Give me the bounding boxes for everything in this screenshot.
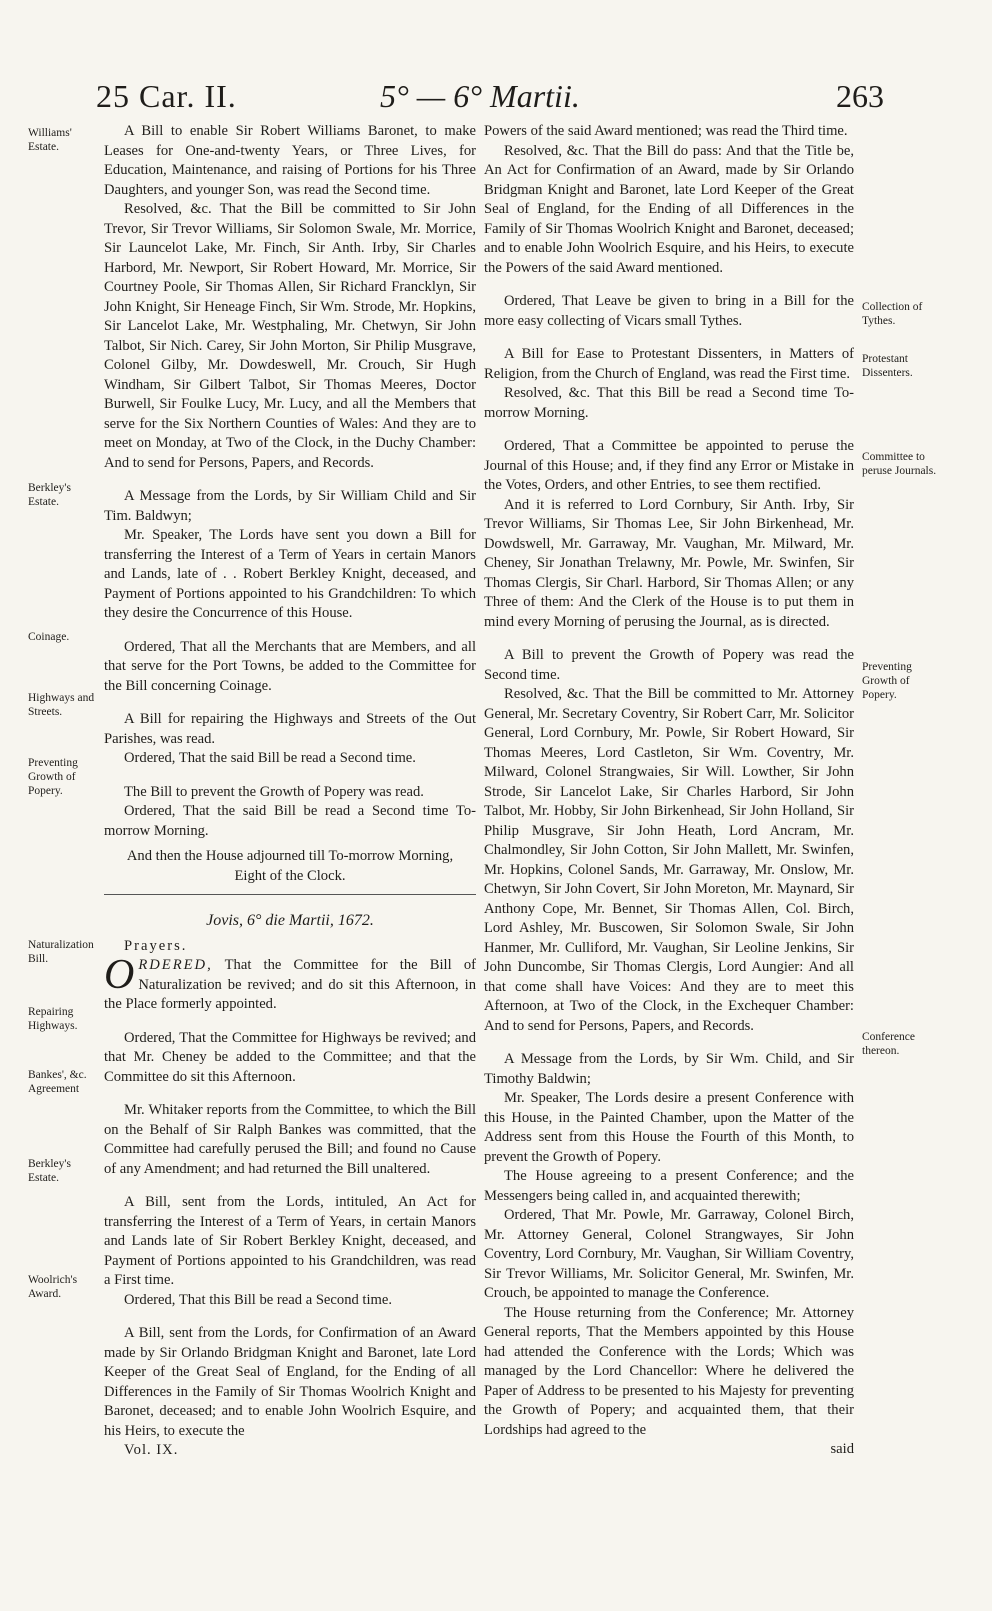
ordered-caps: RDERED, (138, 957, 213, 973)
margin-note: Protestant Dissenters. (862, 353, 913, 379)
margin-note: Conference thereon. (862, 1031, 915, 1057)
paragraph (104, 952, 476, 1015)
paragraph: A Bill, sent from the Lords, intituled, An Act for transferring the Interest of a Term of Years, in certain Manors and Lands late of Sir Robert Berkley Knight, deceased, and Payment of Portions appointed to his Grandchildren, was read a First time. (104, 1194, 476, 1288)
section-divider (104, 894, 476, 895)
margin-note: Naturalization Bill. (28, 939, 94, 965)
paragraph: A Bill, sent from the Lords, for Confirmation of an Award made by Sir Orlando Bridgman Knight and Baronet, late Lord Keeper of the Great Seal of England, for the Ending of all Differences in the Family of Sir Thomas Woolrich Knight and Baronet, deceased; and to enable John Woolrich Esquire, and his Heirs, to execute the (104, 1325, 476, 1439)
sitting-date: Jovis, 6° die Martii, 1672. (206, 912, 374, 929)
margin-note: Committee to peruse Journals. (862, 451, 937, 477)
prayers-heading: Prayers. (124, 937, 188, 954)
date-heading: 5° — 6° Martii. (380, 78, 580, 114)
paragraph-text: That the Committee for the Bill of Naturalization be revived; and do sit this Afternoon, in the Place formerly appointed. (104, 957, 476, 1012)
paragraph: Mr. Whitaker reports from the Committee, to which the Bill on the Behalf of Sir Ralph Bankes was committed, that the Committee had carefully perused the Bill; and found no Cause of any Amendment; and had returned the Bill unaltered. (104, 1102, 476, 1177)
margin-note: Williams' Estate. (28, 127, 72, 153)
right-column (484, 122, 854, 1460)
paragraph: Ordered, That Mr. Powle, Mr. Garraway, Colonel Birch, Mr. Attorney General, Colonel Strangwayes, Sir John Coventry, Lord Cornbury, Mr. Vaughan, Sir William Coventry, Sir Trevor Williams, Mr. Solicitor General, Mr. Swinfen, Mr. Crouch, be appointed to manage the Conference. (484, 1207, 854, 1301)
paragraph: Ordered, That the said Bill be read a Second time. (124, 750, 416, 766)
volume-mark: Vol. IX. (124, 1442, 179, 1458)
paragraph: Mr. Speaker, The Lords desire a present Conference with this House, in the Painted Chamber, upon the Matter of the Address sent from this House the Fourth of this Month, to prevent the Growth of Popery. (484, 1090, 854, 1165)
margin-note: Coinage. (28, 631, 70, 643)
paragraph: A Bill for Ease to Protestant Dissenters, in Matters of Religion, from the Church of England, was read the First time. (484, 346, 854, 382)
margin-note: Berkley's Estate. (28, 1158, 71, 1184)
paragraph: Resolved, &c. That the Bill do pass: And that the Title be, An Act for Confirmation of an Award, made by Sir Orlando Bridgman Knight and Baronet, late Lord Keeper of the Great Seal of England, for the Ending of all Differences in the Family of Sir Thomas Woolrich Knight and Baronet, deceased; and to enable John Woolrich Esquire, and his Heirs, to execute the Powers of the said Award mentioned. (484, 142, 854, 276)
paragraph: The House agreeing to a present Conference; and the Messengers being called in, and acquainted therewith; (484, 1168, 854, 1204)
paragraph: Ordered, That the Committee for Highways be revived; and that Mr. Cheney be added to the Committee; and that the Committee do sit this Afternoon. (104, 1029, 476, 1085)
paragraph: A Message from the Lords, by Sir Wm. Child, and Sir Timothy Baldwin; (484, 1051, 854, 1087)
margin-note: Preventing Growth of Popery. (28, 757, 78, 797)
left-column (104, 122, 476, 1461)
margin-note: Highways and Streets. (28, 692, 95, 718)
regnal-year: 25 Car. II. (96, 78, 237, 114)
paragraph: Mr. Speaker, The Lords have sent you down a Bill for transferring the Interest of a Term of Years in certain Manors and Lands, late of . . Robert Berkley Knight, deceased, and Payment of Portions appointed to his Grandchildren: To which they desire the Concurrence of this House. (104, 527, 476, 621)
adjournment: And then the House adjourned till To-morrow Morning, Eight of the Clock. (126, 848, 454, 884)
paragraph: The Bill to prevent the Growth of Popery was read. (124, 783, 424, 800)
paragraph: Resolved, &c. That this Bill be read a Second time To-morrow Morning. (484, 385, 854, 421)
paragraph: Resolved, &c. That the Bill be committed to Sir John Trevor, Sir Trevor Williams, Sir Solomon Swale, Mr. Morrice, Sir Launcelot Lake, Mr. Finch, Sir Anth. Irby, Sir Charles Harbord, Mr. Newport, Sir Robert Howard, Mr. Morrice, Sir Courtney Poole, Sir Thomas Allen, Sir Richard Francklyn, Sir John Knight, Sir Heneage Finch, Sir Wm. Strode, Mr. Hopkins, Sir Lancelot Lake, Mr. Westphaling, Mr. Chetwyn, Sir John Talbot, Sir Nich. Carey, Sir John Morton, Sir Philip Musgrave, Colonel Gilby, Mr. Dowdeswell, Mr. Crouch, Sir Hugh Windham, Sir Gilbert Talbot, Sir Thomas Meeres, Doctor Burwell, Sir Foulke Lucy, Mr. Lucy, and all the Members that serve for the Six Northern Counties of Wales: And they are to meet on Monday, at Two of the Clock, in the Duchy Chamber: And to send for Persons, Papers, and Records. (104, 201, 476, 471)
margin-note: Repairing Highways. (28, 1006, 78, 1032)
margin-note: Collection of Tythes. (862, 301, 923, 327)
margin-note: Bankes', &c. Agreement (28, 1069, 87, 1095)
paragraph: The House returning from the Conference; Mr. Attorney General reports, That the Members appointed by this House had attended the Conference with the Lords; Which was managed by the Lord Chancellor: Where he delivered the Paper of Address to be presented to his Majesty for preventing the Growth of Popery; and acquainted them, that their Lordships had agreed to the (484, 1304, 854, 1438)
margin-note: Berkley's Estate. (28, 482, 71, 508)
paragraph: Ordered, That a Committee be appointed to peruse the Journal of this House; and, if they find any Error or Mistake in the Votes, Orders, and other Entries, to see them rectified. (484, 438, 854, 493)
paragraph: Ordered, That all the Merchants that are Members, and all that serve for the Port Towns, be added to the Committee for the Bill concerning Coinage. (104, 638, 476, 694)
paragraph: Powers of the said Award mentioned; was read the Third time. (484, 123, 848, 139)
paragraph: Ordered, That Leave be given to bring in a Bill for the more easy collecting of Vicars small Tythes. (484, 293, 854, 329)
margin-note: Preventing Growth of Popery. (862, 661, 912, 701)
catchword: said (830, 1441, 854, 1457)
margin-note: Woolrich's Award. (28, 1274, 78, 1300)
paragraph: Ordered, That the said Bill be read a Second time To-morrow Morning. (104, 803, 476, 839)
page-header (0, 78, 992, 118)
paragraph: Resolved, &c. That the Bill be committed to Mr. Attorney General, Mr. Secretary Coventry, Sir Robert Carr, Mr. Solicitor General, Lord Cornbury, Mr. Powle, Sir Robert Howard, Sir Thomas Meeres, Lord Castleton, Sir Wm. Coventry, Mr. Milward, Colonel Strangwaies, Sir Will. Lowther, Sir John Strode, Sir Lancelot Lake, Sir Charles Harbord, Sir John Talbot, Mr. Hobby, Sir John Birkenhead, Sir John Holland, Sir Philip Musgrave, Sir John Heath, Lord Ancram, Mr. Chalmondley, Sir John Cotton, Sir John Mallett, Mr. Swinfen, Mr. Hopkins, Colonel Sands, Mr. Garraway, Mr. Onslow, Mr. Chetwyn, Sir John Covert, Sir John Moreton, Mr. Maynard, Sir Anthony Cope, Mr. Bennet, Sir Thomas Allen, Col. Birch, Lord Ashley, Mr. Buscowen, Sir Solomon Swale, Sir John Hanmer, Mr. Culliford, Mr. Vaughan, Sir Leoline Jenkins, Sir John Duncombe, Sir Thomas Clergis, Lord Aungier: And all that come shall have Voices: And they are to meet this Afternoon, at Two of the Clock, in the Exchequer Chamber: And to send for Persons, Papers, and Records. (484, 686, 854, 1034)
paragraph: Ordered, That this Bill be read a Second time. (124, 1291, 393, 1308)
paragraph: A Message from the Lords, by Sir William Child and Sir Tim. Baldwyn; (104, 488, 476, 524)
page-number: 263 (836, 78, 884, 114)
paragraph: And it is referred to Lord Cornbury, Sir Anth. Irby, Sir Trevor Williams, Sir Thomas Lee, Sir John Birkenhead, Mr. Dowdswell, Mr. Garraway, Mr. Vaughan, Mr. Milward, Mr. Cheney, Sir Jonathan Trelawny, Mr. Powle, Mr. Swinfen, Sir Thomas Clergis, Sir Charl. Harbord, Sir Thomas Allen; or any Three of them: And the Clerk of the House is to put them in mind every Morning of perusing the Journal, as is directed. (484, 496, 854, 630)
paragraph: A Bill for repairing the Highways and Streets of the Out Parishes, was read. (104, 711, 476, 747)
paragraph: A Bill to prevent the Growth of Popery was read the Second time. (484, 647, 854, 683)
drop-cap: O (104, 952, 135, 998)
paragraph: A Bill to enable Sir Robert Williams Baronet, to make Leases for One-and-twenty Years, or Three Lives, for Education, Maintenance, and raising of Portions for his Three Daughters, and younger Son, was read the Second time. (104, 123, 476, 198)
